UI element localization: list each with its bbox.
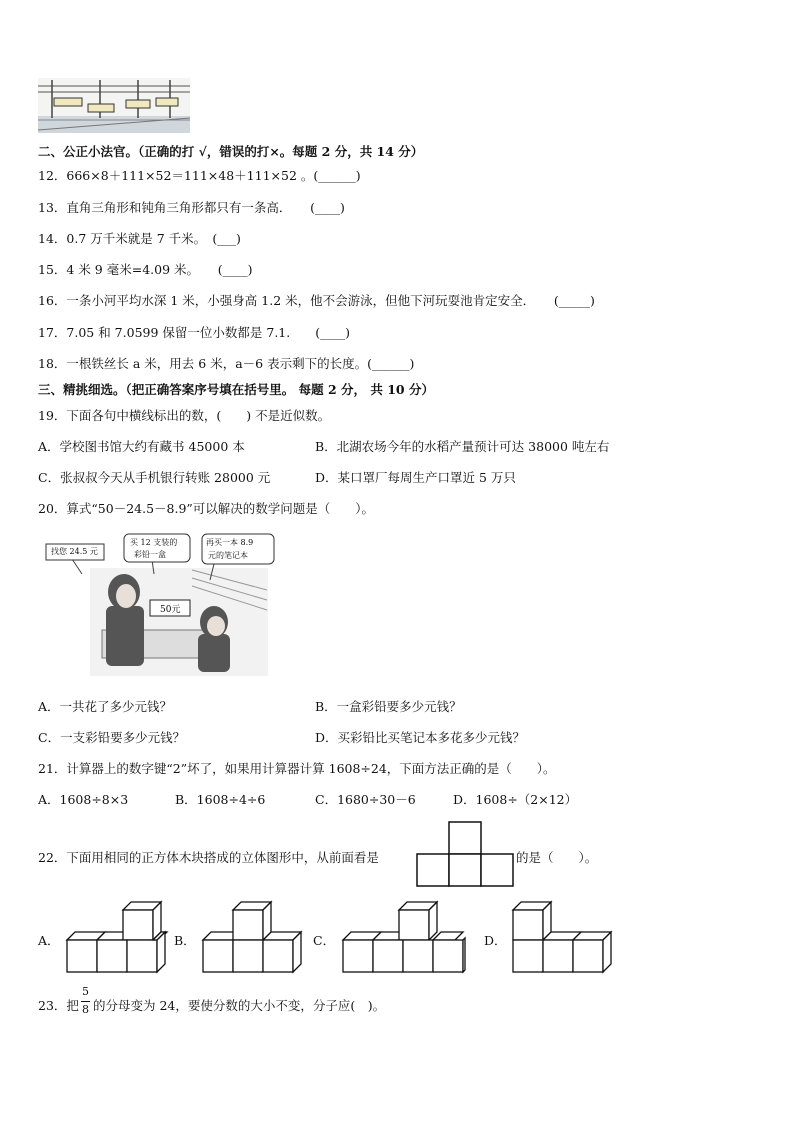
question-20-option-b: B．一盒彩铅要多少元钱？ [315, 699, 462, 714]
question-23-pre: 23．把 [38, 998, 79, 1013]
shopping-illustration [42, 530, 280, 678]
street-lights-illustration [38, 78, 190, 133]
question-22-option-d-label: D． [484, 933, 507, 948]
question-14: 14．0.7 万千米就是 7 千米。 (___) [38, 231, 241, 246]
question-19-stem: 19．下面各句中横线标出的数，( ) 不是近似数。 [38, 408, 331, 423]
question-22-stem-post: 的是（ ）。 [516, 850, 598, 865]
question-20-option-a: A．一共花了多少元钱？ [38, 699, 173, 714]
question-21-option-b: B．1608÷4÷6 [175, 792, 266, 807]
money-note: 50元 [160, 605, 181, 615]
fraction-numerator: 5 [82, 985, 89, 998]
bubble-pencils-line1: 买 12 支装的 [130, 538, 178, 547]
bubble-notebook-line1: 再买一本 8.9 [206, 538, 254, 547]
question-13: 13．直角三角形和钝角三角形都只有一条高． (____) [38, 200, 345, 215]
question-18: 18．一根铁丝长 a 米，用去 6 米，a－6 表示剩下的长度。(______) [38, 356, 415, 371]
cube-figure-c [340, 900, 468, 976]
front-view-figure [416, 820, 514, 888]
fraction-denominator: 8 [82, 1003, 89, 1016]
question-21-stem: 21．计算器上的数字键“2”坏了，如果用计算器计算 1608÷24，下面方法正确的是（ ）。 [38, 761, 556, 776]
question-17: 17．7.05 和 7.0599 保留一位小数都是 7.1. (____) [38, 325, 350, 340]
question-22-option-c-label: C． [313, 933, 336, 948]
cube-figure-a [64, 900, 170, 976]
section2-title: 二、公正小法官。（正确的打 √，错误的打×。每题 2 分，共 14 分） [38, 144, 424, 159]
question-12: 12．666×8＋111×52＝111×48＋111×52 。(______) [38, 168, 361, 183]
question-20-option-c: C．一支彩铅要多少元钱？ [38, 730, 186, 745]
question-16: 16．一条小河平均水深 1 米，小强身高 1.2 米，他不会游泳，但他下河玩耍池肯定安全． (_____) [38, 293, 595, 308]
question-20-option-d: D．买彩铅比买笔记本多花多少元钱？ [315, 730, 526, 745]
question-21-option-d: D．1608÷（2×12） [453, 792, 578, 807]
question-22-stem-pre: 22．下面用相同的正方体木块搭成的立体图形中，从前面看是 [38, 850, 379, 865]
question-19-option-a: A．学校图书馆大约有藏书 45000 本 [38, 439, 245, 454]
cube-figure-d [510, 900, 618, 976]
cube-figure-b [200, 900, 308, 976]
question-22-option-a-label: A． [38, 933, 60, 948]
section3-title: 三、精挑细选。（把正确答案序号填在括号里。 每题 2 分， 共 10 分） [38, 382, 434, 397]
bubble-pencils-line2: 彩铅一盒 [134, 550, 166, 559]
question-22-option-b-label: B． [174, 933, 196, 948]
fraction-bar [81, 1001, 90, 1002]
question-19-option-c: C．张叔叔今天从手机银行转账 28000 元 [38, 470, 271, 485]
bubble-notebook-line2: 元的笔记本 [208, 551, 248, 560]
question-23-post: 的分母变为 24，要使分数的大小不变，分子应( )。 [93, 998, 386, 1013]
question-21-option-c: C．1680÷30－6 [315, 792, 416, 807]
question-19-option-b: B．北湖农场今年的水稻产量预计可达 38000 吨左右 [315, 439, 610, 454]
question-21-option-a: A．1608÷8×3 [38, 792, 129, 807]
question-19-option-d: D．某口罩厂每周生产口罩近 5 万只 [315, 470, 516, 485]
question-15: 15．4 米 9 毫米=4.09 米。 (____) [38, 262, 253, 277]
question-20-stem: 20．算式“50－24.5－8.9”可以解决的数学问题是（ ）。 [38, 501, 375, 516]
bubble-change: 找您 24.5 元 [51, 547, 98, 556]
